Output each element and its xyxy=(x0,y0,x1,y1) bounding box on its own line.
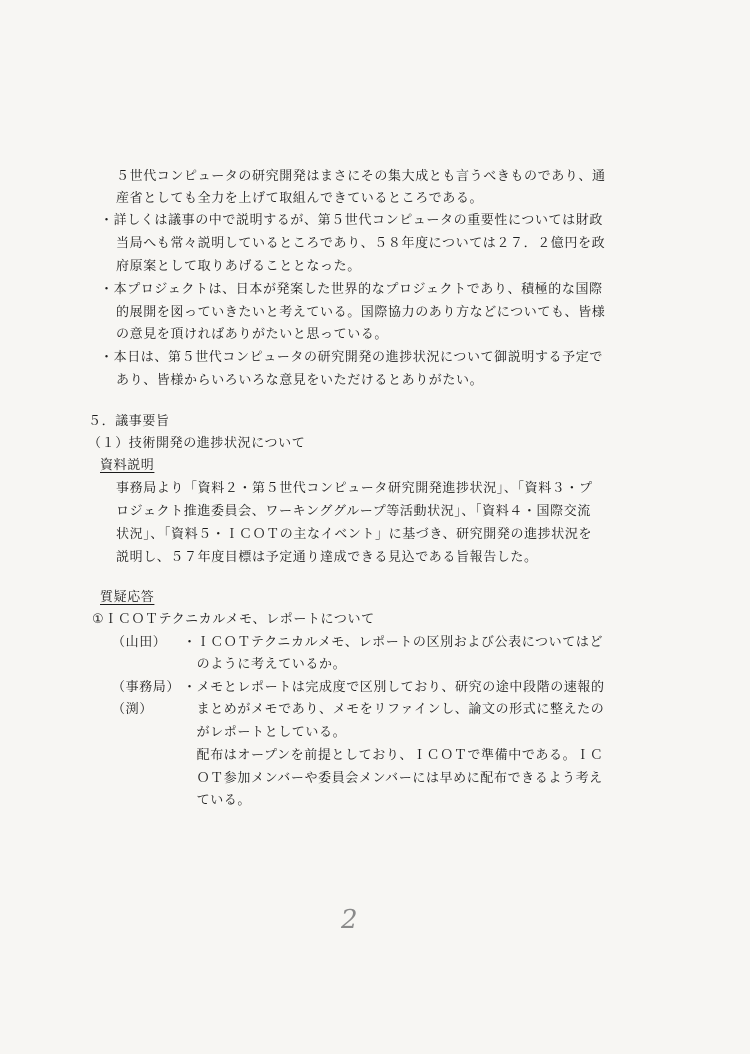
qa-2-line-4: 配布はオープンを前提としており、ＩＣＯＴで準備中である。ＩＣ xyxy=(183,748,604,763)
materials-line-4: 説明し、５７年度目標は予定通り達成できる見込である旨報告した。 xyxy=(116,550,538,565)
bullet-1-line-1: ・詳しくは議事の中で説明するが、第５世代コンピュータの重要性については財政 xyxy=(100,213,603,228)
materials-heading: 資料説明 xyxy=(100,458,155,473)
qa-heading: 質疑応答 xyxy=(100,590,155,605)
materials-line-3: 状況」、「資料５・ＩＣＯＴの主なイベント」に基づき、研究開発の進捗状況を xyxy=(116,527,593,542)
qa-1-line-2: のように考えているか。 xyxy=(183,657,347,672)
bullet-2-line-2: 的展開を図っていきたいと考えている。国際協力のあり方などについても、皆様 xyxy=(116,305,606,320)
bullet-3-line-2: あり、皆様からいろいろな意見をいただけるとありがたい。 xyxy=(116,373,484,388)
speaker-yamada: （山田） xyxy=(112,635,167,650)
qa-2-line-6: ている。 xyxy=(183,793,252,808)
intro-line-1: ５世代コンピュータの研究開発はまさにその集大成とも言うべきものであり、通 xyxy=(116,169,606,184)
bullet-3-line-1: ・本日は、第５世代コンピュータの研究開発の進捗状況について御説明する予定で xyxy=(100,350,603,365)
bullet-1-line-2: 当局へも常々説明しているところであり、５８年度については２７．２億円を政 xyxy=(116,236,606,251)
page-number: 2 xyxy=(341,905,358,935)
bullet-2-line-3: の意見を頂ければありがたいと思っている。 xyxy=(116,327,389,342)
qa-2-line-3: がレポートとしている。 xyxy=(183,725,347,740)
speaker-secretariat: （事務局） xyxy=(112,680,181,695)
bullet-2-line-1: ・本プロジェクトは、日本が発案した世界的なプロジェクトであり、積極的な国際 xyxy=(100,282,603,297)
qa-2-line-2: まとめがメモであり、メモをリファインし、論文の形式に整えたの xyxy=(183,702,605,717)
bullet-1-line-3: 府原案として取りあげることとなった。 xyxy=(116,259,361,274)
qa-topic: ①ＩＣＯＴテクニカルメモ、レポートについて xyxy=(92,612,375,627)
materials-line-2: ロジェクト推進委員会、ワーキンググループ等活動状況」、「資料４・国際交流 xyxy=(116,504,591,519)
qa-1-line-1: ・ＩＣＯＴテクニカルメモ、レポートの区別および公表についてはど xyxy=(183,635,604,650)
speaker-fuchi: （渕） xyxy=(112,702,153,717)
section-heading: ５．議事要旨 xyxy=(88,414,170,429)
intro-line-2: 産省としても全力を上げて取組んできているところである。 xyxy=(116,191,484,206)
qa-2-line-1: ・メモとレポートは完成度で区別しており、研究の途中段階の速報的 xyxy=(183,680,605,695)
subsection-heading: （１）技術開発の進捗状況について xyxy=(88,436,306,451)
qa-2-line-5: ＯＴ参加メンバーや委員会メンバーには早めに配布できるよう考え xyxy=(183,771,603,786)
materials-line-1: 事務局より「資料２・第５世代コンピュータ研究開発進捗状況」、「資料３・プ xyxy=(116,481,593,496)
